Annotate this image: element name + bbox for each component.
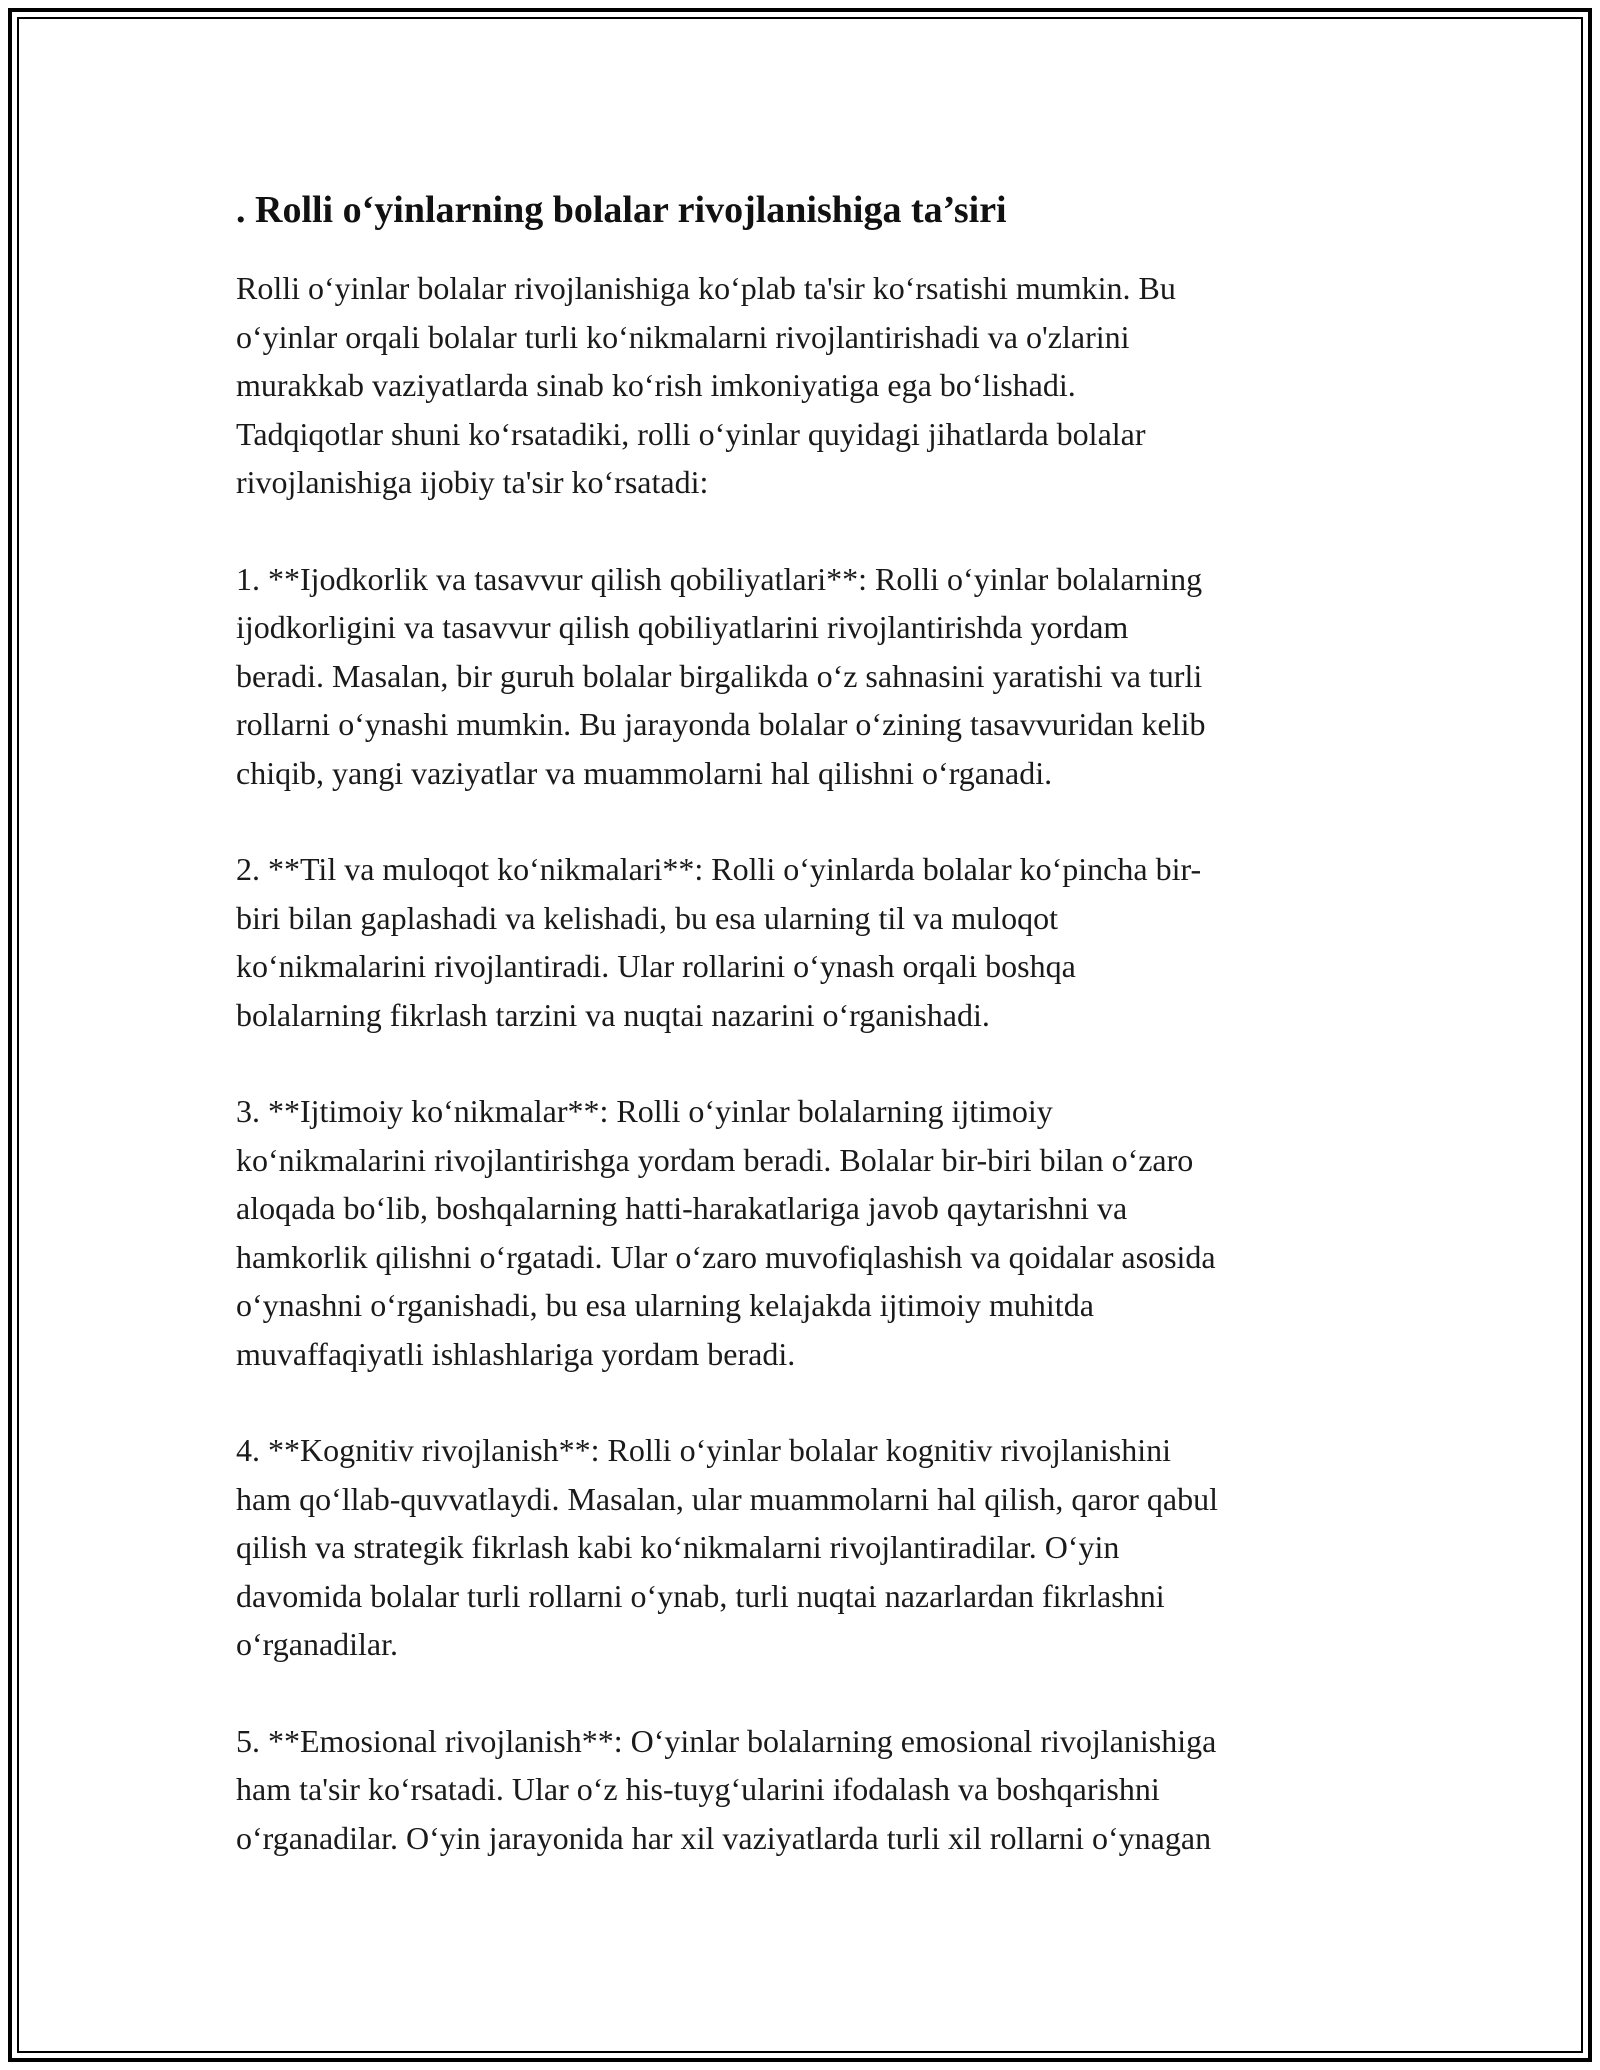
- document-body: [236, 186, 1366, 1910]
- page-title: . Rolli o‘yinlarning bolalar rivojlanishiga ta’siri: [236, 189, 1007, 231]
- list-item-creativity: 1. **Ijodkorlik va tasavvur qilish qobiliyatlari**: Rolli o‘yinlar bolalarning ijodkorligini va tasavvur qilish qobiliyatlarini rivojlantirishda yordam beradi. Masalan, bir guruh bolalar birgalikda o‘z sahnasini yaratishi va turli rollarni o‘ynashi mumkin. Bu jarayonda bolalar o‘zining tasavvuridan kelib chiqib, yangi vaziyatlar va muammolarni hal qilishni o‘rganadi.: [236, 560, 1206, 791]
- list-item-emotional: 5. **Emosional rivojlanish**: O‘yinlar bolalarning emosional rivojlanishiga ham ta'sir ko‘rsatadi. Ular o‘z his-tuyg‘ularini ifodalash va boshqarishni o‘rganadilar. O‘yin jarayonida har xil vaziyatlarda turli xil rollarni o‘ynagan: [236, 1722, 1217, 1856]
- intro-paragraph: Rolli o‘yinlar bolalar rivojlanishiga ko‘plab ta'sir ko‘rsatishi mumkin. Bu o‘yinlar orqali bolalar turli ko‘nikmalarni rivojlantirishadi va o'zlarini murakkab vaziyatlarda sinab ko‘rish imkoniyatiga ega bo‘lishadi. Tadqiqotlar shuni ko‘rsatadiki, rolli o‘yinlar quyidagi jihatlarda bolalar rivojlanishiga ijobiy ta'sir ko‘rsatadi:: [236, 270, 1176, 500]
- list-item-cognitive: 4. **Kognitiv rivojlanish**: Rolli o‘yinlar bolalar kognitiv rivojlanishini ham qo‘llab-quvvatlaydi. Masalan, ular muammolarni hal qilish, qaror qabul qilish va strategik fikrlash kabi ko‘nikmalarni rivojlantiradilar. O‘yin davomida bolalar turli rollarni o‘ynab, turli nuqtai nazarlardan fikrlashni o‘rganadilar.: [236, 1432, 1218, 1662]
- list-item-language: 2. **Til va muloqot ko‘nikmalari**: Rolli o‘yinlarda bolalar ko‘pincha bir- biri bilan gaplashadi va kelishadi, bu esa ularning til va muloqot ko‘nikmalarini rivojlantiradi. Ular rollarini o‘ynash orqali boshqa bolalarning fikrlash tarzini va nuqtai nazarini o‘rganishadi.: [236, 851, 1202, 1033]
- list-item-social: 3. **Ijtimoiy ko‘nikmalar**: Rolli o‘yinlar bolalarning ijtimoiy ko‘nikmalarini rivojlantirishga yordam beradi. Bolalar bir-biri bilan o‘zaro aloqada bo‘lib, boshqalarning hatti-harakatlariga javob qaytarishni va hamkorlik qilishni o‘rgatadi. Ular o‘zaro muvofiqlashish va qoidalar asosida o‘ynashni o‘rganishadi, bu esa ularning kelajakda ijtimoiy muhitda muvaffaqiyatli ishlashlariga yordam beradi.: [236, 1093, 1216, 1372]
